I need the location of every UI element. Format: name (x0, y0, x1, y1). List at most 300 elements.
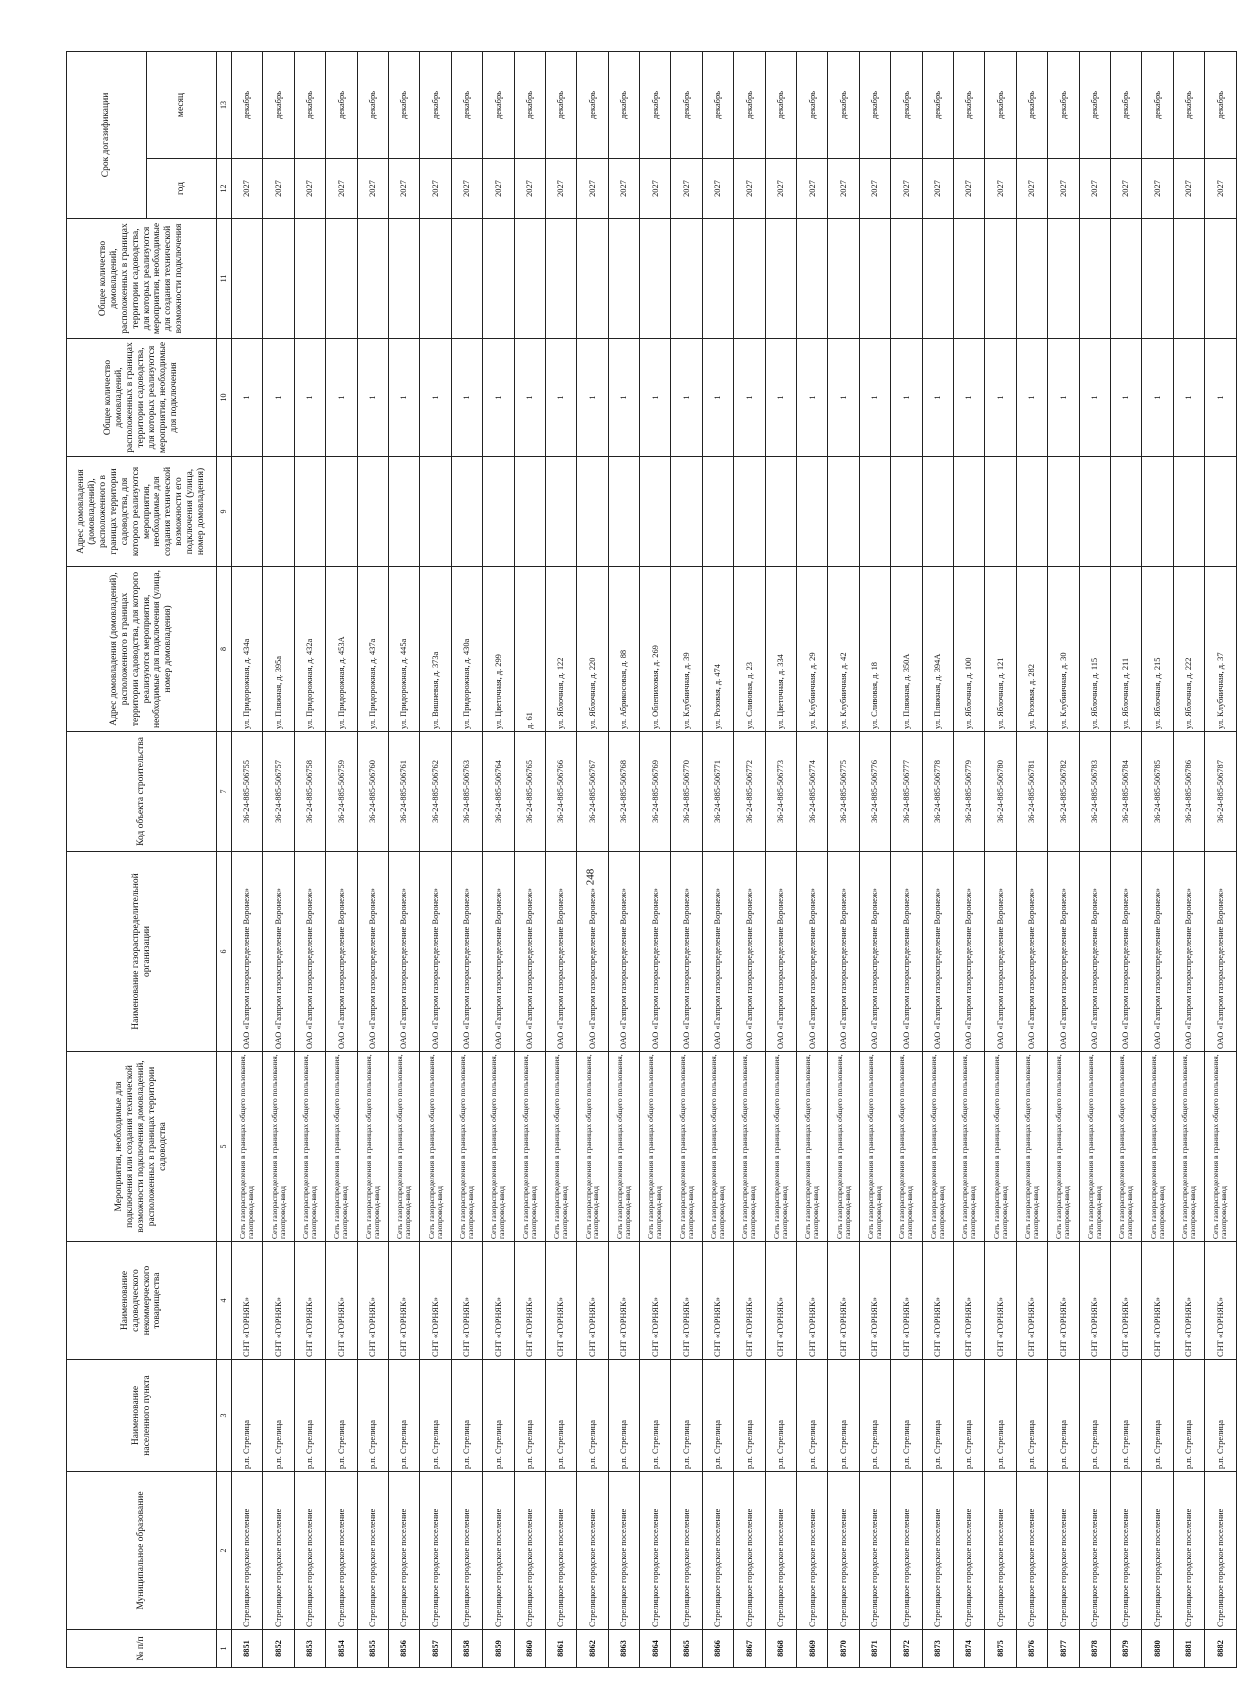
municipality-cell: Стрелицкое городское поселение (1110, 1472, 1141, 1630)
object-code-cell: 36-24-885-506780 (985, 732, 1016, 852)
municipality-cell: Стрелицкое городское поселение (1205, 1472, 1236, 1630)
address-capability-cell (1110, 457, 1141, 567)
month-cell: декабрь (545, 51, 576, 158)
year-cell: 2027 (326, 159, 357, 219)
count-cell: 1 (1110, 339, 1141, 457)
address-capability-cell (232, 457, 263, 567)
header-term: Срок догазификации (67, 51, 147, 218)
table-row (765, 51, 796, 1667)
address-capability-cell (388, 457, 419, 567)
address-cell: ул. Придорожная, д. 453А (326, 567, 357, 732)
gas-org-cell: ОАО «Газпром газораспределение Воронеж» (953, 852, 984, 1052)
settlement-cell: р.п. Стрелица (263, 1360, 294, 1472)
year-cell: 2027 (577, 159, 608, 219)
month-cell: декабрь (232, 51, 263, 158)
gas-org-cell: ОАО «Газпром газораспределение Воронеж» (1079, 852, 1110, 1052)
settlement-cell: р.п. Стрелица (953, 1360, 984, 1472)
address-capability-cell (922, 457, 953, 567)
settlement-cell: р.п. Стрелица (388, 1360, 419, 1472)
snt-cell: СНТ «ГОРНЯК» (640, 1242, 671, 1360)
month-cell: декабрь (953, 51, 984, 158)
address-capability-cell (1079, 457, 1110, 567)
count-cell: 1 (922, 339, 953, 457)
row-number: 8878 (1079, 1630, 1110, 1668)
settlement-cell: р.п. Стрелица (797, 1360, 828, 1472)
year-cell: 2027 (985, 159, 1016, 219)
settlement-cell: р.п. Стрелица (451, 1360, 482, 1472)
measures-cell: Сеть газораспределения в границах общего пользования, газопровод-ввод (859, 1052, 890, 1242)
count-cell: 1 (1205, 339, 1236, 457)
municipality-cell: Стрелицкое городское поселение (326, 1472, 357, 1630)
municipality-cell: Стрелицкое городское поселение (451, 1472, 482, 1630)
count-capability-cell (357, 219, 388, 339)
row-number: 8857 (420, 1630, 451, 1668)
address-cell: ул. Придорожная, д. 430а (451, 567, 482, 732)
gas-org-cell: ОАО «Газпром газораспределение Воронеж» (891, 852, 922, 1052)
month-cell: декабрь (828, 51, 859, 158)
address-cell: ул. Яблочная, д. 222 (1173, 567, 1204, 732)
object-code-cell: 36-24-885-506784 (1110, 732, 1141, 852)
gas-org-cell: ОАО «Газпром газораспределение Воронеж» (671, 852, 702, 1052)
address-cell: ул. Пляжная, д. 395а (263, 567, 294, 732)
address-capability-cell (671, 457, 702, 567)
snt-cell: СНТ «ГОРНЯК» (608, 1242, 639, 1360)
row-number: 8872 (891, 1630, 922, 1668)
count-cell: 1 (1016, 339, 1047, 457)
count-cell: 1 (326, 339, 357, 457)
municipality-cell: Стрелицкое городское поселение (483, 1472, 514, 1630)
object-code-cell: 36-24-885-506755 (232, 732, 263, 852)
month-cell: декабрь (1142, 51, 1173, 158)
column-number: 10 (217, 339, 232, 457)
object-code-cell: 36-24-885-506785 (1142, 732, 1173, 852)
address-cell: ул. Клубничная, д. 29 (797, 567, 828, 732)
month-cell: декабрь (1048, 51, 1079, 158)
municipality-cell: Стрелицкое городское поселение (765, 1472, 796, 1630)
object-code-cell: 36-24-885-506763 (451, 732, 482, 852)
count-cell: 1 (828, 339, 859, 457)
row-number: 8869 (797, 1630, 828, 1668)
row-number: 8852 (263, 1630, 294, 1668)
settlement-cell: р.п. Стрелица (765, 1360, 796, 1472)
settlement-cell: р.п. Стрелица (608, 1360, 639, 1472)
settlement-cell: р.п. Стрелица (702, 1360, 733, 1472)
month-cell: декабрь (922, 51, 953, 158)
table-body (232, 51, 1237, 1667)
settlement-cell: р.п. Стрелица (357, 1360, 388, 1472)
measures-cell: Сеть газораспределения в границах общего пользования, газопровод-ввод (326, 1052, 357, 1242)
address-cell: ул. Облепиховая, д. 269 (640, 567, 671, 732)
object-code-cell: 36-24-885-506777 (891, 732, 922, 852)
gas-org-cell: ОАО «Газпром газораспределение Воронеж» (1016, 852, 1047, 1052)
object-code-cell: 36-24-885-506786 (1173, 732, 1204, 852)
snt-cell: СНТ «ГОРНЯК» (388, 1242, 419, 1360)
municipality-cell: Стрелицкое городское поселение (577, 1472, 608, 1630)
table-row (577, 51, 608, 1667)
row-number: 8851 (232, 1630, 263, 1668)
address-cell: ул. Клубничная, д. 37 (1205, 567, 1236, 732)
gas-org-cell: ОАО «Газпром газораспределение Воронеж» (326, 852, 357, 1052)
table-row (828, 51, 859, 1667)
month-cell: декабрь (451, 51, 482, 158)
settlement-cell: р.п. Стрелица (232, 1360, 263, 1472)
address-capability-cell (1048, 457, 1079, 567)
header-measures: Мероприятия, необходимые для подключения или создания технической возможности подключения домовладений, расположенных в границах территории садоводства (67, 1052, 217, 1242)
measures-cell: Сеть газораспределения в границах общего пользования, газопровод-ввод (1205, 1052, 1236, 1242)
count-cell: 1 (1173, 339, 1204, 457)
gas-org-cell: ОАО «Газпром газораспределение Воронеж» (545, 852, 576, 1052)
column-number: 3 (217, 1360, 232, 1472)
gas-org-cell: ОАО «Газпром газораспределение Воронеж» (420, 852, 451, 1052)
settlement-cell: р.п. Стрелица (420, 1360, 451, 1472)
measures-cell: Сеть газораспределения в границах общего пользования, газопровод-ввод (734, 1052, 765, 1242)
gas-org-cell: ОАО «Газпром газораспределение Воронеж» (1142, 852, 1173, 1052)
object-code-cell: 36-24-885-506783 (1079, 732, 1110, 852)
object-code-cell: 36-24-885-506771 (702, 732, 733, 852)
header-snt: Наименование садоводческого некоммерческого товарищества (67, 1242, 217, 1360)
settlement-cell: р.п. Стрелица (326, 1360, 357, 1472)
object-code-cell: 36-24-885-506778 (922, 732, 953, 852)
row-number: 8881 (1173, 1630, 1204, 1668)
measures-cell: Сеть газораспределения в границах общего пользования, газопровод-ввод (263, 1052, 294, 1242)
measures-cell: Сеть газораспределения в границах общего пользования, газопровод-ввод (232, 1052, 263, 1242)
gas-org-cell: ОАО «Газпром газораспределение Воронеж» (483, 852, 514, 1052)
gas-org-cell: ОАО «Газпром газораспределение Воронеж» (263, 852, 294, 1052)
month-cell: декабрь (702, 51, 733, 158)
measures-cell: Сеть газораспределения в границах общего пользования, газопровод-ввод (577, 1052, 608, 1242)
month-cell: декабрь (514, 51, 545, 158)
address-capability-cell (797, 457, 828, 567)
snt-cell: СНТ «ГОРНЯК» (1142, 1242, 1173, 1360)
row-number: 8865 (671, 1630, 702, 1668)
count-capability-cell (891, 219, 922, 339)
measures-cell: Сеть газораспределения в границах общего пользования, газопровод-ввод (640, 1052, 671, 1242)
municipality-cell: Стрелицкое городское поселение (891, 1472, 922, 1630)
count-cell: 1 (765, 339, 796, 457)
address-cell: ул. Яблочная, д. 121 (985, 567, 1016, 732)
year-cell: 2027 (1142, 159, 1173, 219)
month-cell: декабрь (765, 51, 796, 158)
header-address-capability: Адрес домовладения (домовладений), расположенного в границах территории садоводства, для которого реализуются мероприятия, необходимые для создания технической возможности его подключения (улица, номер домовладения) (67, 457, 217, 567)
count-capability-cell (1079, 219, 1110, 339)
table-row (1048, 51, 1079, 1667)
municipality-cell: Стрелицкое городское поселение (420, 1472, 451, 1630)
header-municipality: Муниципальное образование (67, 1472, 217, 1630)
address-capability-cell (514, 457, 545, 567)
year-cell: 2027 (828, 159, 859, 219)
table-row (1110, 51, 1141, 1667)
measures-cell: Сеть газораспределения в границах общего пользования, газопровод-ввод (1142, 1052, 1173, 1242)
snt-cell: СНТ «ГОРНЯК» (922, 1242, 953, 1360)
month-cell: декабрь (1110, 51, 1141, 158)
snt-cell: СНТ «ГОРНЯК» (326, 1242, 357, 1360)
count-capability-cell (953, 219, 984, 339)
address-cell: ул. Клубничная, д. 39 (671, 567, 702, 732)
count-capability-cell (1142, 219, 1173, 339)
address-cell: ул. Придорожная, д. 437а (357, 567, 388, 732)
address-capability-cell (828, 457, 859, 567)
count-cell: 1 (1048, 339, 1079, 457)
year-cell: 2027 (357, 159, 388, 219)
count-capability-cell (828, 219, 859, 339)
table-row (640, 51, 671, 1667)
settlement-cell: р.п. Стрелица (734, 1360, 765, 1472)
address-capability-cell (608, 457, 639, 567)
municipality-cell: Стрелицкое городское поселение (1142, 1472, 1173, 1630)
count-cell: 1 (483, 339, 514, 457)
count-cell: 1 (953, 339, 984, 457)
municipality-cell: Стрелицкое городское поселение (514, 1472, 545, 1630)
address-capability-cell (326, 457, 357, 567)
count-cell: 1 (891, 339, 922, 457)
gas-org-cell: ОАО «Газпром газораспределение Воронеж» (1173, 852, 1204, 1052)
snt-cell: СНТ «ГОРНЯК» (357, 1242, 388, 1360)
snt-cell: СНТ «ГОРНЯК» (1110, 1242, 1141, 1360)
count-capability-cell (514, 219, 545, 339)
snt-cell: СНТ «ГОРНЯК» (483, 1242, 514, 1360)
count-capability-cell (263, 219, 294, 339)
municipality-cell: Стрелицкое городское поселение (1079, 1472, 1110, 1630)
count-capability-cell (420, 219, 451, 339)
measures-cell: Сеть газораспределения в границах общего пользования, газопровод-ввод (357, 1052, 388, 1242)
snt-cell: СНТ «ГОРНЯК» (1016, 1242, 1047, 1360)
year-cell: 2027 (420, 159, 451, 219)
object-code-cell: 36-24-885-506757 (263, 732, 294, 852)
count-capability-cell (1016, 219, 1047, 339)
measures-cell: Сеть газораспределения в границах общего пользования, газопровод-ввод (545, 1052, 576, 1242)
address-cell: ул. Цветочная, д. 299 (483, 567, 514, 732)
snt-cell: СНТ «ГОРНЯК» (671, 1242, 702, 1360)
month-cell: декабрь (608, 51, 639, 158)
gas-org-cell: ОАО «Газпром газораспределение Воронеж» (640, 852, 671, 1052)
table-row (326, 51, 357, 1667)
gas-org-cell: ОАО «Газпром газораспределение Воронеж» (232, 852, 263, 1052)
measures-cell: Сеть газораспределения в границах общего пользования, газопровод-ввод (514, 1052, 545, 1242)
count-capability-cell (545, 219, 576, 339)
column-number: 5 (217, 1052, 232, 1242)
object-code-cell: 36-24-885-506767 (577, 732, 608, 852)
snt-cell: СНТ «ГОРНЯК» (545, 1242, 576, 1360)
object-code-cell: 36-24-885-506776 (859, 732, 890, 852)
settlement-cell: р.п. Стрелица (1079, 1360, 1110, 1472)
count-cell: 1 (702, 339, 733, 457)
count-cell: 1 (1142, 339, 1173, 457)
row-number: 8860 (514, 1630, 545, 1668)
measures-cell: Сеть газораспределения в границах общего пользования, газопровод-ввод (1048, 1052, 1079, 1242)
gas-org-cell: ОАО «Газпром газораспределение Воронеж» (765, 852, 796, 1052)
header-count-capability: Общее количество домовладений, расположенных в границах территории садоводства, для которых реализуются мероприятия, необходимые для создания технической возможности подключения (67, 219, 217, 339)
measures-cell: Сеть газораспределения в границах общего пользования, газопровод-ввод (483, 1052, 514, 1242)
count-capability-cell (451, 219, 482, 339)
settlement-cell: р.п. Стрелица (1173, 1360, 1204, 1472)
address-cell: ул. Яблочная, д. 100 (953, 567, 984, 732)
settlement-cell: р.п. Стрелица (1142, 1360, 1173, 1472)
month-cell: декабрь (420, 51, 451, 158)
snt-cell: СНТ «ГОРНЯК» (514, 1242, 545, 1360)
year-cell: 2027 (1173, 159, 1204, 219)
row-number: 8864 (640, 1630, 671, 1668)
address-cell: ул. Розовая, д. 282 (1016, 567, 1047, 732)
header-number: № п/п (67, 1630, 217, 1668)
month-cell: декабрь (1016, 51, 1047, 158)
count-capability-cell (985, 219, 1016, 339)
address-capability-cell (451, 457, 482, 567)
row-number: 8868 (765, 1630, 796, 1668)
snt-cell: СНТ «ГОРНЯК» (985, 1242, 1016, 1360)
count-capability-cell (765, 219, 796, 339)
year-cell: 2027 (545, 159, 576, 219)
year-cell: 2027 (1205, 159, 1236, 219)
settlement-cell: р.п. Стрелица (828, 1360, 859, 1472)
object-code-cell: 36-24-885-506775 (828, 732, 859, 852)
table-row (702, 51, 733, 1667)
measures-cell: Сеть газораспределения в границах общего пользования, газопровод-ввод (451, 1052, 482, 1242)
object-code-cell: 36-24-885-506765 (514, 732, 545, 852)
table-row (263, 51, 294, 1667)
measures-cell: Сеть газораспределения в границах общего пользования, газопровод-ввод (1079, 1052, 1110, 1242)
page-number: 248 (584, 868, 597, 886)
snt-cell: СНТ «ГОРНЯК» (828, 1242, 859, 1360)
table-row (671, 51, 702, 1667)
address-cell: ул. Яблочная, д. 115 (1079, 567, 1110, 732)
address-cell: ул. Пляжная, д. 394А (922, 567, 953, 732)
month-cell: декабрь (357, 51, 388, 158)
column-number: 12 (217, 159, 232, 219)
settlement-cell: р.п. Стрелица (545, 1360, 576, 1472)
address-cell: ул. Яблочная, д. 215 (1142, 567, 1173, 732)
address-cell: ул. Придорожная, д. 432а (294, 567, 325, 732)
row-number: 8862 (577, 1630, 608, 1668)
count-capability-cell (483, 219, 514, 339)
row-number: 8875 (985, 1630, 1016, 1668)
count-cell: 1 (671, 339, 702, 457)
settlement-cell: р.п. Стрелица (671, 1360, 702, 1472)
address-cell: ул. Вишневая, д. 373а (420, 567, 451, 732)
measures-cell: Сеть газораспределения в границах общего пользования, газопровод-ввод (388, 1052, 419, 1242)
address-capability-cell (1173, 457, 1204, 567)
table-row (483, 51, 514, 1667)
settlement-cell: р.п. Стрелица (514, 1360, 545, 1472)
municipality-cell: Стрелицкое городское поселение (671, 1472, 702, 1630)
address-cell: ул. Сливовая, д. 18 (859, 567, 890, 732)
count-capability-cell (859, 219, 890, 339)
municipality-cell: Стрелицкое городское поселение (545, 1472, 576, 1630)
settlement-cell: р.п. Стрелица (1205, 1360, 1236, 1472)
gas-org-cell: ОАО «Газпром газораспределение Воронеж» (1205, 852, 1236, 1052)
table-row (1079, 51, 1110, 1667)
header-gas-org: Наименование газораспределительной организации (67, 852, 217, 1052)
municipality-cell: Стрелицкое городское поселение (1048, 1472, 1079, 1630)
document-table-area (66, 52, 1229, 1668)
address-cell: ул. Клубничная, д. 42 (828, 567, 859, 732)
measures-cell: Сеть газораспределения в границах общего пользования, газопровод-ввод (985, 1052, 1016, 1242)
address-capability-cell (483, 457, 514, 567)
year-cell: 2027 (702, 159, 733, 219)
count-cell: 1 (859, 339, 890, 457)
snt-cell: СНТ «ГОРНЯК» (1173, 1242, 1204, 1360)
row-number: 8861 (545, 1630, 576, 1668)
rotated-table-frame (66, 52, 1229, 1668)
municipality-cell: Стрелицкое городское поселение (953, 1472, 984, 1630)
address-capability-cell (294, 457, 325, 567)
gas-org-cell: ОАО «Газпром газораспределение Воронеж» (514, 852, 545, 1052)
address-capability-cell (577, 457, 608, 567)
object-code-cell: 36-24-885-506762 (420, 732, 451, 852)
header-year: год (147, 159, 217, 219)
object-code-cell: 36-24-885-506772 (734, 732, 765, 852)
table-row (1142, 51, 1173, 1667)
count-capability-cell (608, 219, 639, 339)
snt-cell: СНТ «ГОРНЯК» (953, 1242, 984, 1360)
gas-org-cell: ОАО «Газпром газораспределение Воронеж» (859, 852, 890, 1052)
gas-org-cell: ОАО «Газпром газораспределение Воронеж» (702, 852, 733, 1052)
address-capability-cell (765, 457, 796, 567)
month-cell: декабрь (1173, 51, 1204, 158)
object-code-cell: 36-24-885-506758 (294, 732, 325, 852)
row-number: 8867 (734, 1630, 765, 1668)
count-capability-cell (1173, 219, 1204, 339)
address-cell: ул. Цветочная, д. 334 (765, 567, 796, 732)
settlement-cell: р.п. Стрелица (859, 1360, 890, 1472)
snt-cell: СНТ «ГОРНЯК» (797, 1242, 828, 1360)
snt-cell: СНТ «ГОРНЯК» (263, 1242, 294, 1360)
address-cell: ул. Яблочная, д. 211 (1110, 567, 1141, 732)
year-cell: 2027 (388, 159, 419, 219)
gasification-register-table (66, 51, 1237, 1668)
table-row (451, 51, 482, 1667)
table-row (985, 51, 1016, 1667)
column-number: 9 (217, 457, 232, 567)
municipality-cell: Стрелицкое городское поселение (357, 1472, 388, 1630)
municipality-cell: Стрелицкое городское поселение (608, 1472, 639, 1630)
count-capability-cell (734, 219, 765, 339)
year-cell: 2027 (294, 159, 325, 219)
count-cell: 1 (451, 339, 482, 457)
object-code-cell: 36-24-885-506768 (608, 732, 639, 852)
address-capability-cell (891, 457, 922, 567)
month-cell: декабрь (294, 51, 325, 158)
municipality-cell: Стрелицкое городское поселение (702, 1472, 733, 1630)
address-capability-cell (420, 457, 451, 567)
measures-cell: Сеть газораспределения в границах общего пользования, газопровод-ввод (891, 1052, 922, 1242)
year-cell: 2027 (483, 159, 514, 219)
table-row (514, 51, 545, 1667)
column-number: 13 (217, 51, 232, 158)
count-capability-cell (577, 219, 608, 339)
measures-cell: Сеть газораспределения в границах общего пользования, газопровод-ввод (294, 1052, 325, 1242)
settlement-cell: р.п. Стрелица (294, 1360, 325, 1472)
address-cell: д. 61 (514, 567, 545, 732)
snt-cell: СНТ «ГОРНЯК» (451, 1242, 482, 1360)
object-code-cell: 36-24-885-506760 (357, 732, 388, 852)
month-cell: декабрь (1205, 51, 1236, 158)
address-capability-cell (640, 457, 671, 567)
table-row (922, 51, 953, 1667)
year-cell: 2027 (608, 159, 639, 219)
object-code-cell: 36-24-885-506764 (483, 732, 514, 852)
gas-org-cell: ОАО «Газпром газораспределение Воронеж» (577, 852, 608, 1052)
row-number: 8854 (326, 1630, 357, 1668)
column-number: 7 (217, 732, 232, 852)
count-capability-cell (922, 219, 953, 339)
address-cell: ул. Клубничная, д. 30 (1048, 567, 1079, 732)
measures-cell: Сеть газораспределения в границах общего пользования, газопровод-ввод (765, 1052, 796, 1242)
municipality-cell: Стрелицкое городское поселение (859, 1472, 890, 1630)
row-number: 8873 (922, 1630, 953, 1668)
table-row (357, 51, 388, 1667)
year-cell: 2027 (451, 159, 482, 219)
measures-cell: Сеть газораспределения в границах общего пользования, газопровод-ввод (1173, 1052, 1204, 1242)
